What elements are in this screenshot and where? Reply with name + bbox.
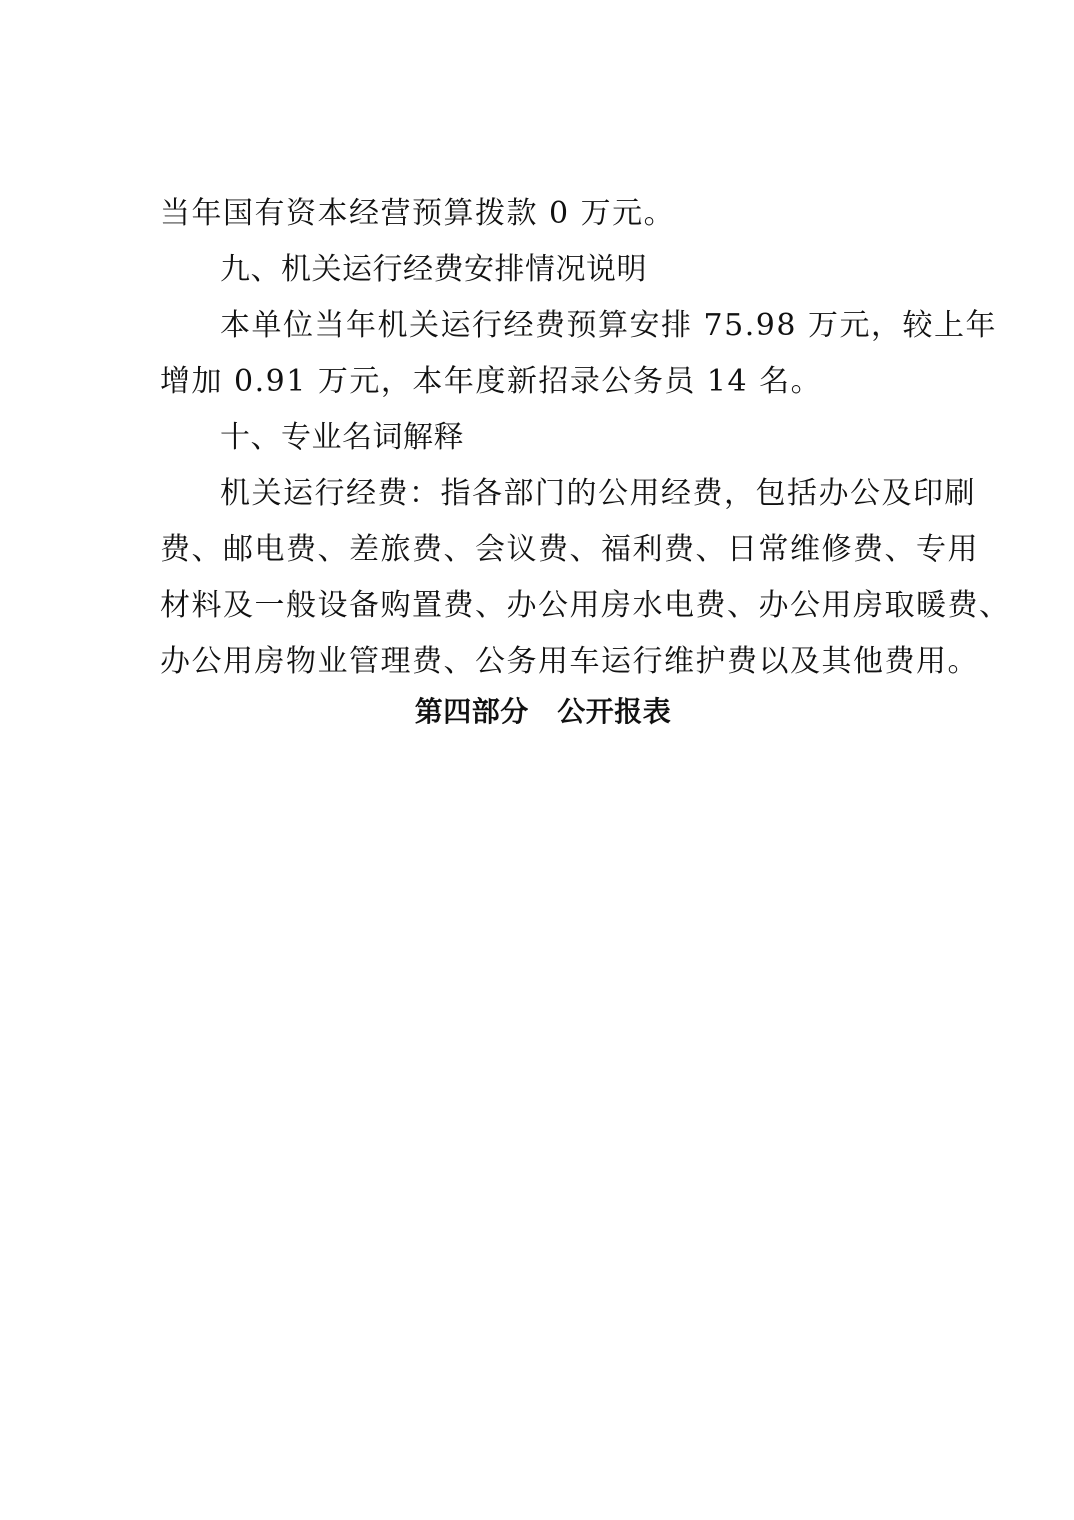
section10-paragraph-line4: 办公用房物业管理费、公务用车运行维护费以及其他费用。 xyxy=(160,644,979,679)
part4-title: 第四部分 公开报表 xyxy=(414,695,672,728)
section9-heading: 九、机关运行经费安排情况说明 xyxy=(220,252,647,287)
section9-paragraph-line1: 本单位当年机关运行经费预算安排 75.98 万元，较上年 xyxy=(220,308,997,343)
section10-heading: 十、专业名词解释 xyxy=(220,420,464,455)
section9-paragraph-line2: 增加 0.91 万元，本年度新招录公务员 14 名。 xyxy=(160,364,823,399)
section10-paragraph-line2: 费、邮电费、差旅费、会议费、福利费、日常维修费、专用 xyxy=(160,532,979,567)
section8-tail-text: 当年国有资本经营预算拨款 0 万元。 xyxy=(160,196,676,231)
section10-paragraph-line3: 材料及一般设备购置费、办公用房水电费、办公用房取暖费、 xyxy=(160,588,1011,623)
section10-paragraph-line1: 机关运行经费：指各部门的公用经费，包括办公及印刷 xyxy=(220,476,976,511)
document-page xyxy=(160,186,1011,738)
